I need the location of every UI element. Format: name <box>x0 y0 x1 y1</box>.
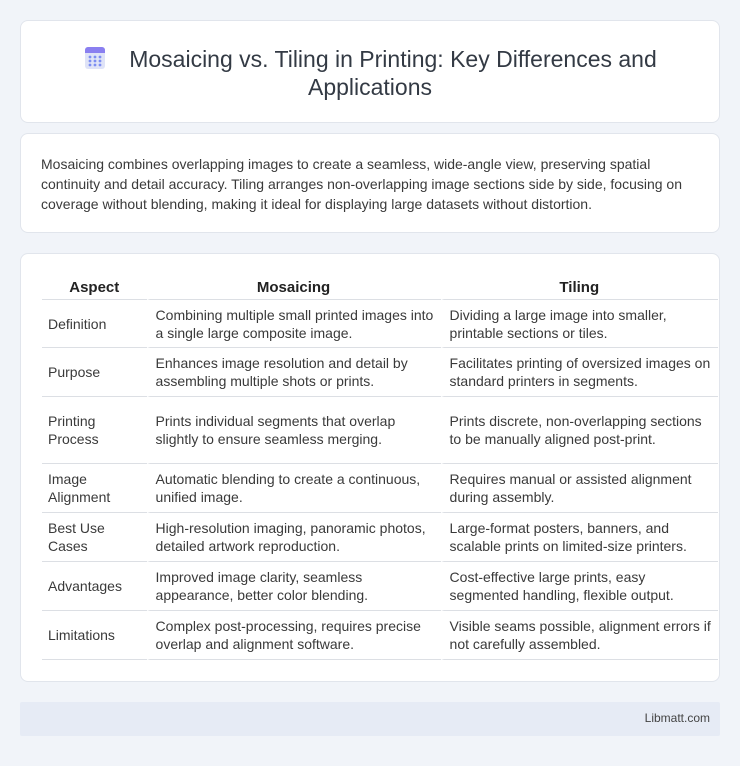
aspect-cell: Best Use Cases <box>42 513 147 562</box>
footer <box>20 702 720 736</box>
aspect-cell: Limitations <box>42 611 147 660</box>
aspect-cell: Printing Process <box>42 397 147 464</box>
mosaicing-cell: Combining multiple small printed images into a single large composite image. <box>147 299 441 348</box>
comparison-table <box>42 276 718 660</box>
aspect-cell: Image Alignment <box>42 464 147 513</box>
table-row <box>42 299 718 348</box>
table-row <box>42 348 718 397</box>
tiling-cell: Prints discrete, non-overlapping sections to be manually aligned post-print. <box>441 397 718 464</box>
mosaicing-cell: Improved image clarity, seamless appearance, better color blending. <box>147 562 441 611</box>
aspect-cell: Purpose <box>42 348 147 397</box>
title-text: Mosaicing vs. Tiling in Printing: Key Differences and Applications <box>129 46 657 100</box>
aspect-cell: Definition <box>42 299 147 348</box>
table-row <box>42 397 718 464</box>
table-row <box>42 611 718 660</box>
header-tiling: Tiling <box>559 278 600 296</box>
mosaicing-cell: High-resolution imaging, panoramic photos, detailed artwork reproduction. <box>147 513 441 562</box>
page-title <box>21 45 719 101</box>
table-row <box>42 464 718 513</box>
summary-card <box>20 133 720 233</box>
tiling-cell: Cost-effective large prints, easy segmented handling, flexible output. <box>441 562 718 611</box>
tiling-cell: Facilitates printing of oversized images on standard printers in segments. <box>441 348 718 397</box>
title-card <box>20 20 720 123</box>
tiling-cell: Large-format posters, banners, and scalable prints on limited-size printers. <box>441 513 718 562</box>
tiling-cell: Dividing a large image into smaller, printable sections or tiles. <box>441 299 718 348</box>
footer-site-link[interactable]: Libmatt.com <box>644 711 710 725</box>
header-mosaicing: Mosaicing <box>256 278 331 296</box>
table-row <box>42 562 718 611</box>
aspect-cell: Advantages <box>42 562 147 611</box>
calculator-icon <box>83 46 107 70</box>
mosaicing-cell: Complex post-processing, requires precise overlap and alignment software. <box>147 611 441 660</box>
mosaicing-cell: Enhances image resolution and detail by assembling multiple shots or prints. <box>147 348 441 397</box>
tiling-cell: Visible seams possible, alignment errors if not carefully assembled. <box>441 611 718 660</box>
table-header-row <box>42 276 718 299</box>
comparison-table-card <box>20 253 720 682</box>
summary-text: Mosaicing combines overlapping images to create a seamless, wide-angle view, preserving spatial continuity and detail accuracy. Tiling arranges non-overlapping image sections side by side, focusing on coverage without blending, making it ideal for displaying large datasets without distortion. <box>41 156 682 212</box>
tiling-cell: Requires manual or assisted alignment during assembly. <box>441 464 718 513</box>
header-aspect: Aspect <box>69 278 120 296</box>
mosaicing-cell: Automatic blending to create a continuous, unified image. <box>147 464 441 513</box>
table-row <box>42 513 718 562</box>
mosaicing-cell: Prints individual segments that overlap slightly to ensure seamless merging. <box>147 397 441 464</box>
